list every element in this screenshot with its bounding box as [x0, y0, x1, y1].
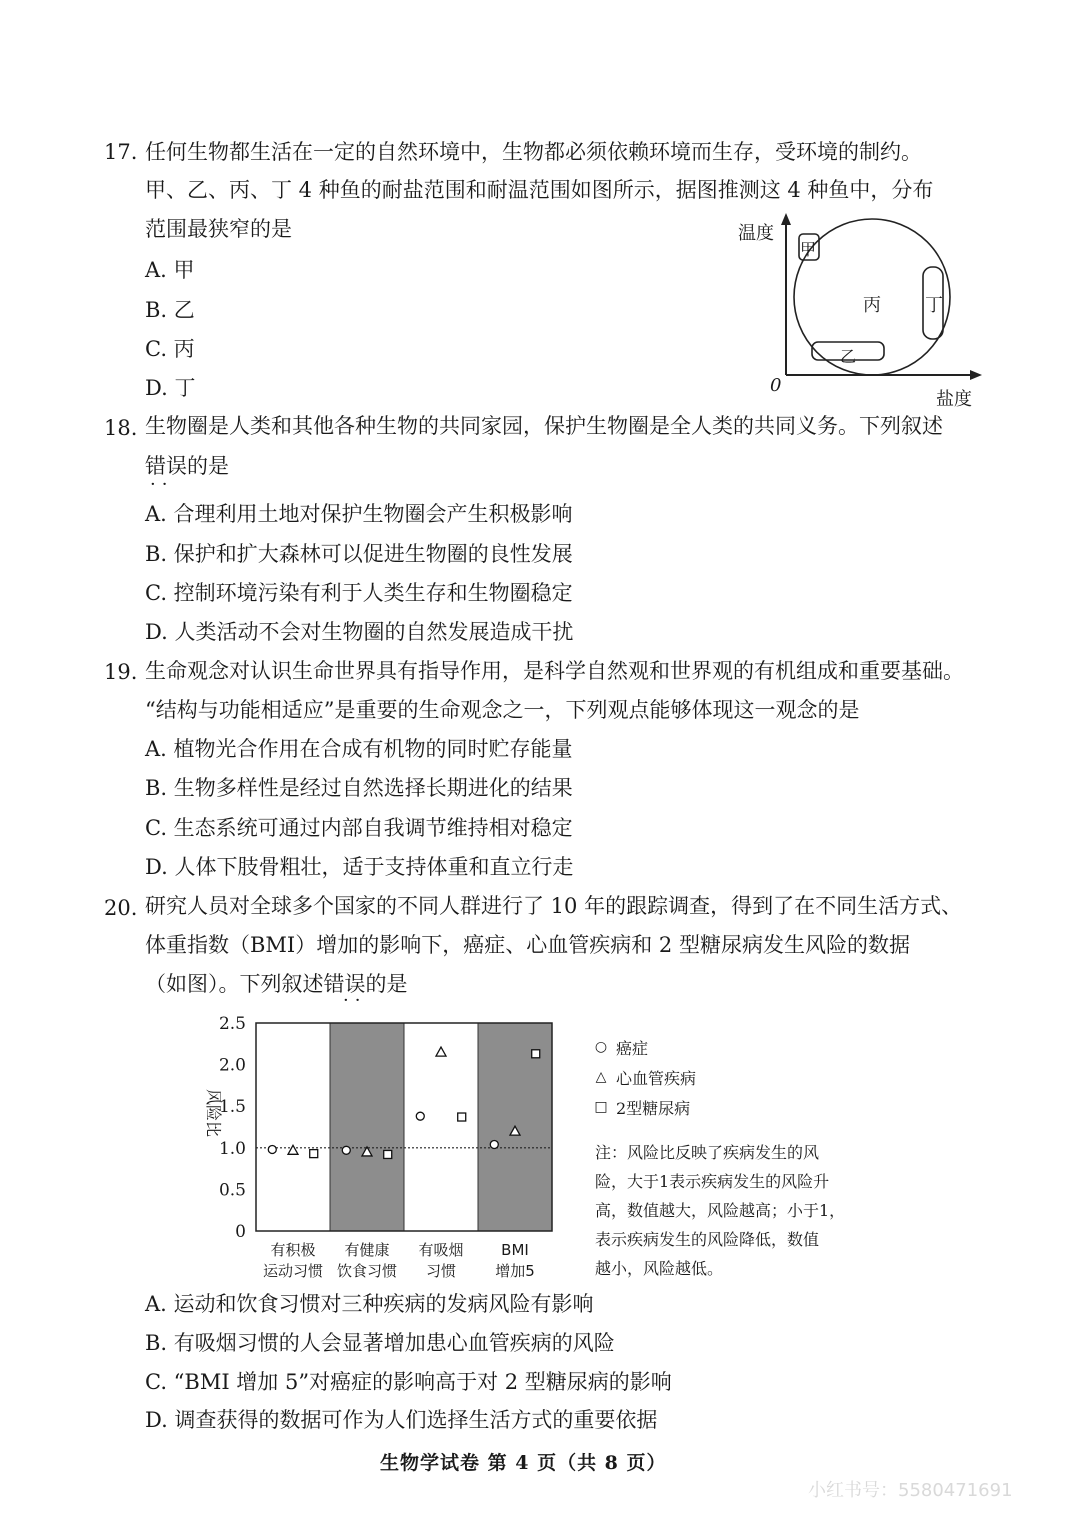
question-18-option-c: C. 控制环境污染有利于人类生存和生物圈稳定 [145, 581, 573, 605]
risk-ratio-chart [190, 1005, 570, 1290]
category-label: 有健康 [344, 1241, 390, 1259]
question-19-stem-line1: 生命观念对认识生命世界具有指导作用，是科学自然观和世界观的有机组成和重要基础。 [145, 659, 964, 683]
circle-marker-icon: ○ [594, 1039, 608, 1055]
question-18-option-d: D. 人类活动不会对生物圈的自然发展造成干扰 [145, 620, 574, 644]
note-line: 越小，风险越低。 [595, 1259, 724, 1278]
chart-note [595, 1138, 845, 1283]
question-19-number: 19. [104, 660, 138, 684]
emphasis-dots: ·· [343, 990, 367, 1011]
y-tick-label: 0.5 [218, 1180, 246, 1201]
question-18-stem-line1: 生物圈是人类和其他各种生物的共同家园，保护生物圈是全人类的共同义务。下列叙述 [145, 414, 943, 438]
y-axis-arrow [781, 213, 791, 225]
origin-label: 0 [770, 375, 782, 396]
question-17-stem-line1: 任何生物都生活在一定的自然环境中，生物都必须依赖环境而生存，受环境的制约。 [145, 140, 922, 164]
y-tick-label: 2.5 [218, 1014, 246, 1034]
shaded-column [330, 1023, 404, 1231]
question-17-option-a: A. 甲 [145, 258, 195, 282]
legend-item-cardiovascular [592, 1062, 696, 1092]
category-label: 饮食习惯 [336, 1262, 398, 1280]
category-label: 有积极 [270, 1241, 316, 1259]
cancer-data-point [342, 1146, 350, 1154]
y-tick-label: 2.0 [218, 1055, 246, 1076]
square-marker-icon: □ [594, 1099, 608, 1115]
cardiovascular-data-point [288, 1145, 298, 1154]
question-17-option-c: C. 丙 [145, 337, 195, 361]
fish-yi-label: 乙 [840, 347, 857, 366]
question-18-number: 18. [104, 416, 138, 440]
question-20-stem-line1: 研究人员对全球多个国家的不同人群进行了 10 年的跟踪调查，得到了在不同生活方式、 [145, 894, 963, 918]
note-line: 高，数值越大，风险越高；小于1， [595, 1201, 846, 1220]
category-label: 运动习惯 [262, 1262, 324, 1280]
question-18-option-a: A. 合理利用土地对保护生物圈会产生积极影响 [145, 502, 573, 526]
page-footer: 生物学试卷 第 4 页（共 8 页） [380, 1452, 667, 1474]
y-tick-label: 0 [235, 1222, 246, 1242]
question-19-stem-line2: “结构与功能相适应”是重要的生命观念之一，下列观点能够体现这一观念的是 [145, 698, 860, 722]
cancer-data-point [268, 1145, 276, 1153]
question-19-option-c: C. 生态系统可通过内部自我调节维持相对稳定 [145, 816, 573, 840]
temperature-axis-label: 温度 [738, 223, 774, 244]
y-tick-label: 1.0 [218, 1138, 246, 1159]
question-17-stem-line2: 甲、乙、丙、丁 4 种鱼的耐盐范围和耐温范围如图所示，据图推测这 4 种鱼中，分布 [145, 178, 934, 202]
diabetes-data-point [458, 1113, 466, 1121]
risk-ratio-plot [190, 1005, 570, 1290]
fish-jia-label: 甲 [800, 240, 817, 259]
legend-label: 心血管疾病 [616, 1068, 697, 1088]
question-17-option-b: B. 乙 [145, 298, 195, 322]
x-axis-arrow [970, 370, 982, 380]
question-20-option-d: D. 调查获得的数据可作为人们选择生活方式的重要依据 [145, 1408, 658, 1432]
question-17-option-d: D. 丁 [145, 376, 196, 400]
triangle-marker-icon: △ [595, 1069, 607, 1085]
fish-ding-label: 丁 [925, 295, 943, 316]
chart-legend [592, 1032, 696, 1122]
legend-label: 癌症 [616, 1038, 649, 1058]
question-20-stem-line2: 体重指数（BMI）增加的影响下，癌症、心血管疾病和 2 型糖尿病发生风险的数据 [145, 933, 910, 957]
legend-item-cancer [592, 1032, 696, 1062]
question-17-stem-line3: 范围最狭窄的是 [145, 217, 292, 241]
legend-item-diabetes [592, 1092, 696, 1122]
question-18-option-b: B. 保护和扩大森林可以促进生物圈的良性发展 [145, 542, 573, 566]
salinity-axis-label: 盐度 [936, 389, 972, 410]
fish-tolerance-figure [730, 205, 990, 410]
question-20-option-b: B. 有吸烟习惯的人会显著增加患心血管疾病的风险 [145, 1331, 615, 1355]
question-19-option-d: D. 人体下肢骨粗壮，适于支持体重和直立行走 [145, 855, 574, 879]
y-tick-label: 1.5 [218, 1097, 246, 1118]
question-20-number: 20. [104, 896, 138, 920]
diabetes-data-point [384, 1150, 392, 1158]
category-label: 习惯 [425, 1262, 457, 1280]
watermark: 小红书号：5580471691 [808, 1480, 1013, 1501]
question-19-option-b: B. 生物多样性是经过自然选择长期进化的结果 [145, 776, 573, 800]
question-18-stem-line2: 错误的是 [145, 454, 229, 478]
category-label: BMI [501, 1241, 529, 1259]
question-17-number: 17. [104, 140, 138, 164]
cancer-data-point [416, 1112, 424, 1120]
category-label: 增加5 [495, 1262, 535, 1280]
note-line: 表示疾病发生的风险降低，数值 [595, 1230, 820, 1249]
emphasis-dots: ·· [150, 474, 174, 495]
cardiovascular-data-point [436, 1047, 446, 1056]
diabetes-data-point [310, 1150, 318, 1158]
question-20-option-a: A. 运动和饮食习惯对三种疾病的发病风险有影响 [145, 1292, 594, 1316]
legend-label: 2型糖尿病 [616, 1098, 691, 1118]
cancer-data-point [490, 1140, 498, 1148]
diabetes-data-point [532, 1050, 540, 1058]
category-label: 有吸烟 [418, 1241, 464, 1259]
y-axis-label: 风险比 [204, 1088, 223, 1138]
question-20-stem-line3: （如图）。下列叙述错误的是 [145, 972, 408, 996]
note-line: 险，大于1表示疾病发生的风险升 [595, 1172, 830, 1191]
note-line: 注：风险比反映了疾病发生的风 [595, 1143, 820, 1162]
question-19-option-a: A. 植物光合作用在合成有机物的同时贮存能量 [145, 737, 573, 761]
question-20-option-c: C. “BMI 增加 5”对癌症的影响高于对 2 型糖尿病的影响 [145, 1370, 672, 1394]
fish-bing-label: 丙 [863, 295, 881, 316]
